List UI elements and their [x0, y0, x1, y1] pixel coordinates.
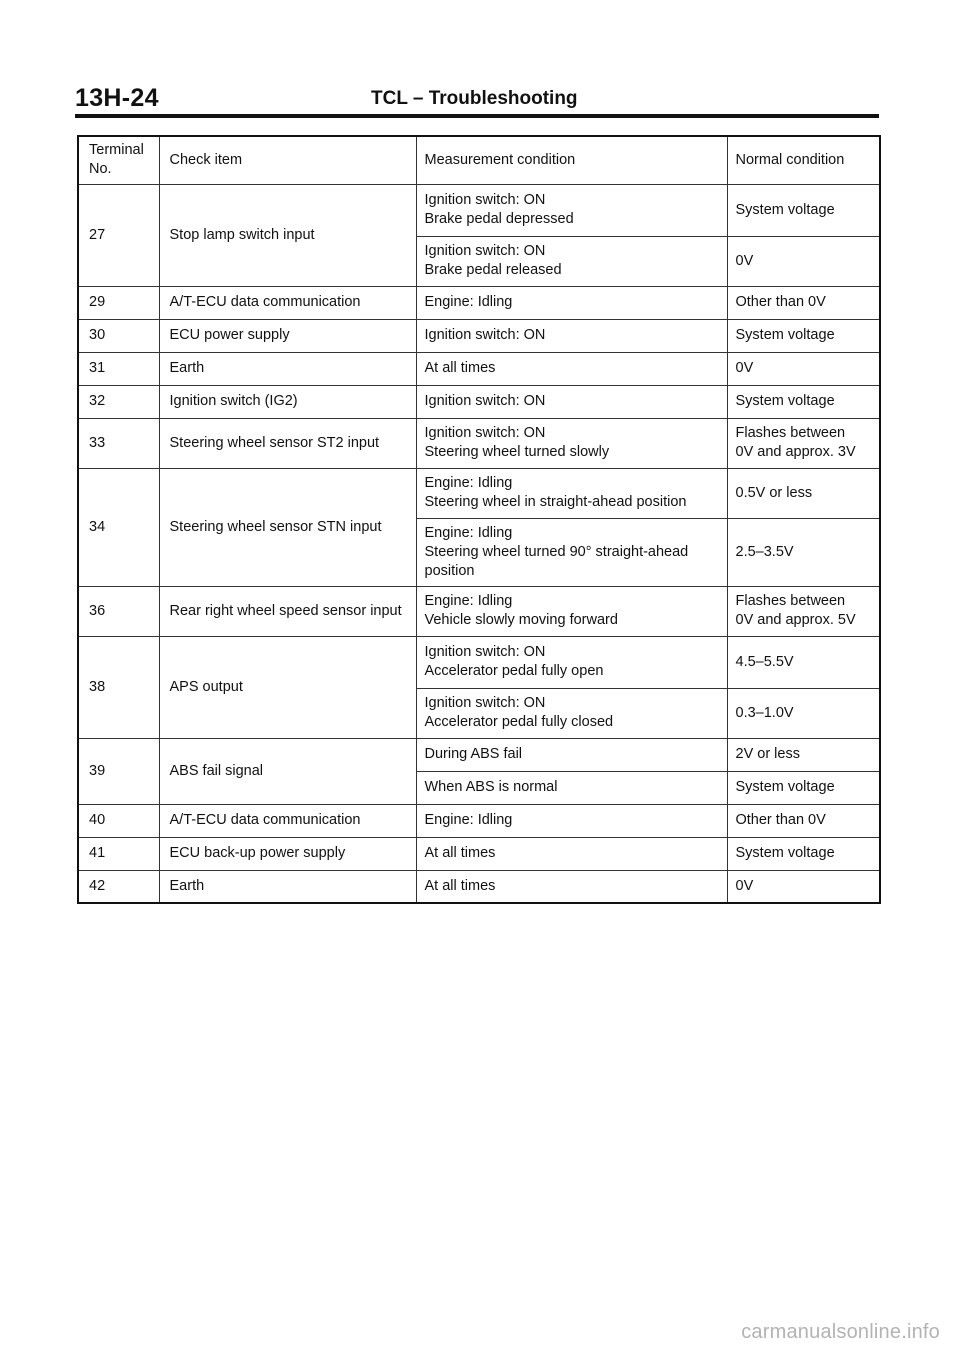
measurement-condition-cell: Engine: Idling Steering wheel in straight-ahead position [416, 468, 727, 518]
normal-condition-cell: 0.3–1.0V [727, 688, 880, 738]
check-item-cell: ECU power supply [159, 319, 416, 352]
check-item-cell: A/T-ECU data communication [159, 804, 416, 837]
terminal-number-cell: 29 [78, 286, 159, 319]
measurement-condition-cell: Ignition switch: ON [416, 319, 727, 352]
check-item-cell: ECU back-up power supply [159, 837, 416, 870]
normal-condition-cell: Other than 0V [727, 286, 880, 319]
terminal-check-table [77, 135, 881, 904]
terminal-number-cell: 34 [78, 468, 159, 586]
check-item-cell: Rear right wheel speed sensor input [159, 586, 416, 636]
column-header-terminal: Terminal No. [78, 136, 159, 184]
header-rule [75, 114, 879, 118]
normal-condition-cell: Flashes between 0V and approx. 3V [727, 418, 880, 468]
check-item-cell: Steering wheel sensor ST2 input [159, 418, 416, 468]
measurement-condition-cell: Engine: Idling [416, 804, 727, 837]
terminal-number-cell: 39 [78, 738, 159, 804]
terminal-number-cell: 42 [78, 870, 159, 903]
check-item-cell: Stop lamp switch input [159, 184, 416, 286]
table-row [78, 418, 880, 468]
table-row [78, 870, 880, 903]
normal-condition-cell: System voltage [727, 837, 880, 870]
section-title: TCL – Troubleshooting [371, 88, 578, 109]
table-row [78, 468, 880, 518]
column-header-normal: Normal condition [727, 136, 880, 184]
column-header-measurement: Measurement condition [416, 136, 727, 184]
table-row [78, 352, 880, 385]
terminal-number-cell: 40 [78, 804, 159, 837]
measurement-condition-cell: During ABS fail [416, 738, 727, 771]
normal-condition-cell: 0.5V or less [727, 468, 880, 518]
watermark: carmanualsonline.info [741, 1321, 940, 1343]
measurement-condition-cell: Engine: Idling Vehicle slowly moving forward [416, 586, 727, 636]
measurement-condition-cell: Ignition switch: ON [416, 385, 727, 418]
page-number: 13H-24 [75, 84, 159, 112]
normal-condition-cell: System voltage [727, 385, 880, 418]
check-item-cell: A/T-ECU data communication [159, 286, 416, 319]
measurement-condition-cell: Ignition switch: ON Brake pedal depressed [416, 184, 727, 236]
table-row [78, 837, 880, 870]
normal-condition-cell: Other than 0V [727, 804, 880, 837]
normal-condition-cell: 0V [727, 236, 880, 286]
terminal-number-cell: 41 [78, 837, 159, 870]
check-item-cell: APS output [159, 636, 416, 738]
measurement-condition-cell: Ignition switch: ON Accelerator pedal fully open [416, 636, 727, 688]
measurement-condition-cell: Engine: Idling [416, 286, 727, 319]
terminal-number-cell: 31 [78, 352, 159, 385]
normal-condition-cell: System voltage [727, 184, 880, 236]
table-row [78, 319, 880, 352]
table-body [78, 136, 880, 903]
terminal-number-cell: 38 [78, 636, 159, 738]
table-row [78, 184, 880, 236]
check-item-cell: Earth [159, 870, 416, 903]
terminal-number-cell: 27 [78, 184, 159, 286]
check-item-cell: Earth [159, 352, 416, 385]
table-row [78, 586, 880, 636]
terminal-number-cell: 32 [78, 385, 159, 418]
check-item-cell: ABS fail signal [159, 738, 416, 804]
measurement-condition-cell: Engine: Idling Steering wheel turned 90° straight-ahead position [416, 518, 727, 586]
check-item-cell: Ignition switch (IG2) [159, 385, 416, 418]
measurement-condition-cell: At all times [416, 870, 727, 903]
normal-condition-cell: Flashes between 0V and approx. 5V [727, 586, 880, 636]
measurement-condition-cell: Ignition switch: ON Accelerator pedal fully closed [416, 688, 727, 738]
normal-condition-cell: 2V or less [727, 738, 880, 771]
measurement-condition-cell: At all times [416, 352, 727, 385]
check-item-cell: Steering wheel sensor STN input [159, 468, 416, 586]
table-row [78, 804, 880, 837]
terminal-number-cell: 36 [78, 586, 159, 636]
column-header-check-item: Check item [159, 136, 416, 184]
measurement-condition-cell: Ignition switch: ON Brake pedal released [416, 236, 727, 286]
table-row [78, 738, 880, 771]
measurement-condition-cell: At all times [416, 837, 727, 870]
terminal-number-cell: 33 [78, 418, 159, 468]
normal-condition-cell: 0V [727, 352, 880, 385]
normal-condition-cell: System voltage [727, 771, 880, 804]
normal-condition-cell: System voltage [727, 319, 880, 352]
table-header-row [78, 136, 880, 184]
table-row [78, 636, 880, 688]
normal-condition-cell: 0V [727, 870, 880, 903]
normal-condition-cell: 4.5–5.5V [727, 636, 880, 688]
terminal-number-cell: 30 [78, 319, 159, 352]
normal-condition-cell: 2.5–3.5V [727, 518, 880, 586]
table-row [78, 385, 880, 418]
measurement-condition-cell: Ignition switch: ON Steering wheel turned slowly [416, 418, 727, 468]
measurement-condition-cell: When ABS is normal [416, 771, 727, 804]
table-row [78, 286, 880, 319]
